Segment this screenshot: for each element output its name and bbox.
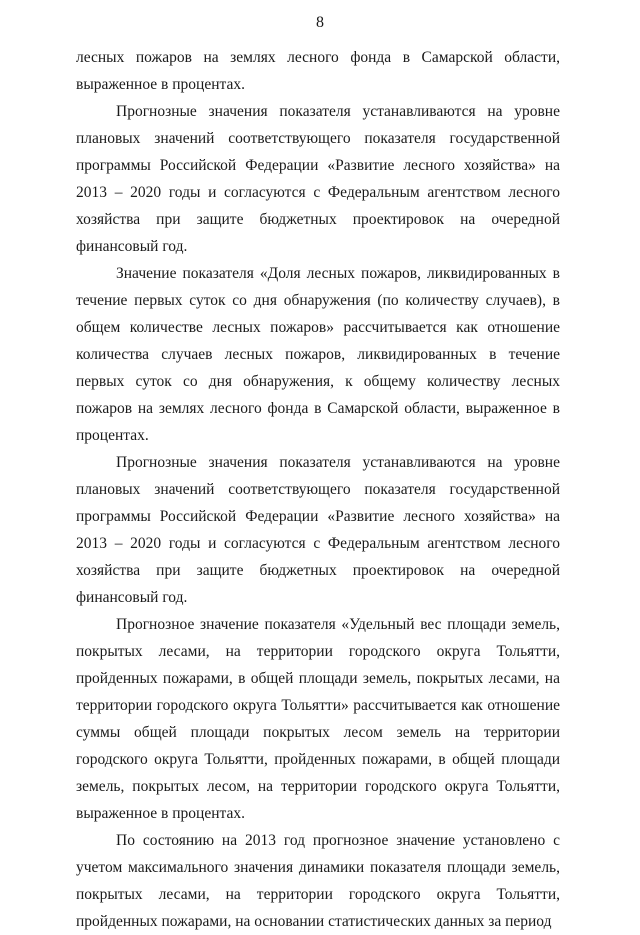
document-body: [76, 44, 560, 935]
paragraph-fire-share-indicator: Значение показателя «Доля лесных пожаров, ликвидированных в течение первых суток со дня обнаружения (по количеству случаев), в общем количестве лесных пожаров» рассчитывается как отношение количества случаев лесных пожаров, ликвидированных в течение первых суток со дня обнаружения, к общему количеству лесных пожаров на землях лесного фонда в Самарской области, выраженное в процентах.: [76, 265, 560, 444]
paragraph-forecast-values-1: Прогнозные значения показателя устанавливаются на уровне плановых значений соответствующего показателя государственной программы Российской Федерации «Развитие лесного хозяйства» на 2013 – 2020 годы и согласуются с Федеральным агентством лесного хозяйства при защите бюджетных проектировок на очередной финансовый год.: [76, 103, 560, 255]
page-number: 8: [316, 14, 324, 31]
paragraph-forecast-values-2: Прогнозные значения показателя устанавливаются на уровне плановых значений соответствующего показателя государственной программы Российской Федерации «Развитие лесного хозяйства» на 2013 – 2020 годы и согласуются с Федеральным агентством лесного хозяйства при защите бюджетных проектировок на очередной финансовый год.: [76, 454, 560, 606]
paragraph-tolyatti-area-indicator: Прогнозное значение показателя «Удельный вес площади земель, покрытых лесами, на территории городского округа Тольятти, пройденных пожарами, в общей площади земель, покрытых лесами, на территории городского округа Тольятти» рассчитывается как отношение суммы общей площади покрытых лесом земель на территории городского округа Тольятти, пройденных пожарами, в общей площади земель, покрытых лесом, на территории городского округа Тольятти, выраженное в процентах.: [76, 616, 560, 822]
paragraph-continuation: лесных пожаров на землях лесного фонда в Самарской области, выраженное в процентах.: [76, 49, 560, 93]
paragraph-2013-forecast: По состоянию на 2013 год прогнозное значение установлено с учетом максимального значения динамики показателя площади земель, покрытых лесами, на территории городского округа Тольятти, пройденных пожарами, на основании статистических данных за период: [76, 832, 560, 930]
